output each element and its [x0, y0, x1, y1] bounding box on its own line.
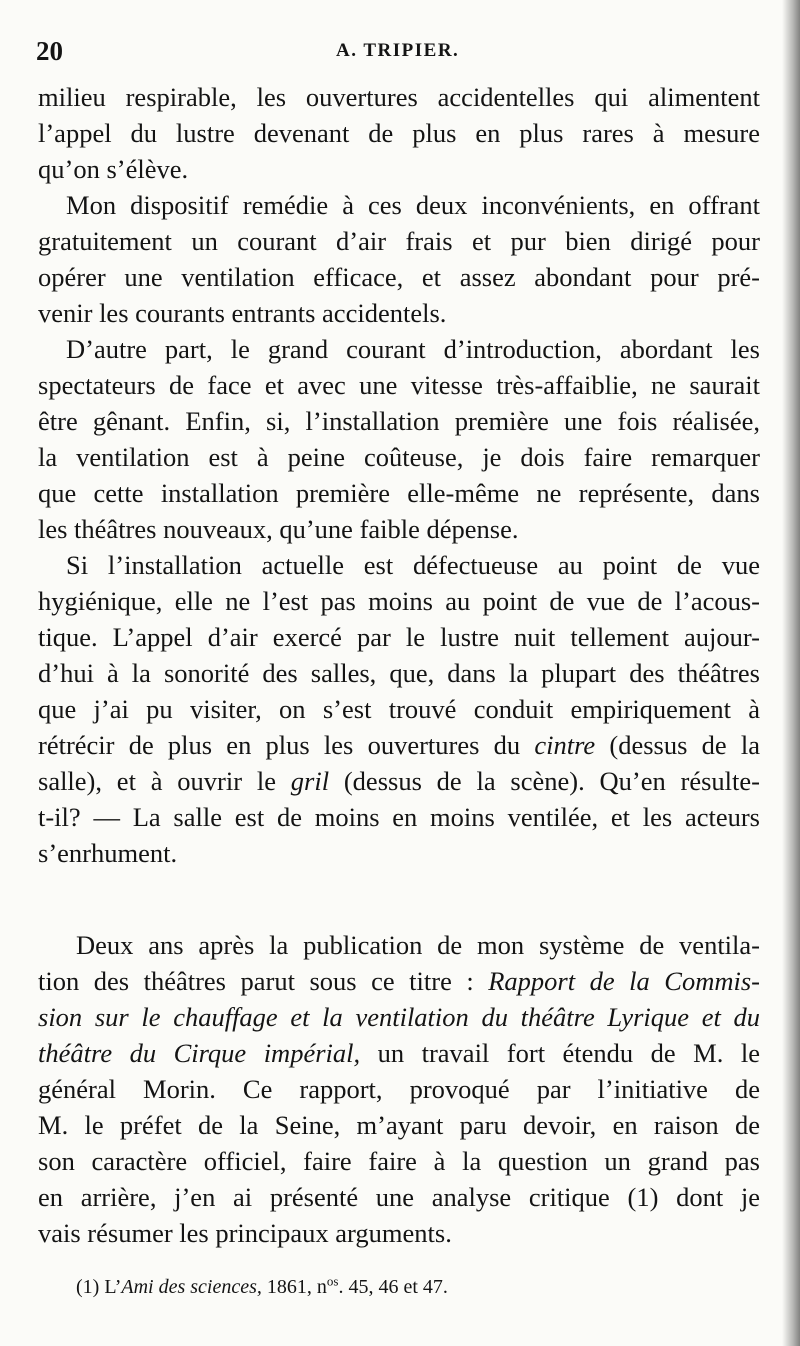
text-line: Mon dispositif remédie à ces deux inconvénients, en offrant — [66, 190, 760, 220]
text-line: D’autre part, le grand courant d’introduction, abordant les — [66, 334, 760, 364]
paragraph-block-2 — [38, 927, 760, 1251]
text-line: rétrécir de plus en plus les ouvertures du cintre (dessus de la — [38, 730, 760, 760]
italic-term: cintre — [534, 730, 596, 760]
text-line: s’enrhument. — [38, 838, 178, 868]
text-line: être gênant. Enfin, si, l’installation première une fois réalisée, — [38, 406, 760, 436]
footnote-numero-suffix: os — [326, 1273, 339, 1289]
footnote-year: 1861, — [266, 1276, 312, 1298]
text-line: d’hui à la sonorité des salles, que, dans la plupart des théâtres — [38, 658, 760, 688]
text-line: gratuitement un courant d’air frais et pur bien dirigé pour — [38, 226, 760, 256]
text-line: hygiénique, elle ne l’est pas moins au point de vue de l’acous- — [38, 586, 760, 616]
footnote-marker: (1) — [76, 1276, 100, 1298]
footnote-numbers: . 45, 46 et 47. — [338, 1276, 448, 1298]
text-line: son caractère officiel, faire faire à la question un grand pas — [38, 1146, 760, 1176]
text-line: salle), et à ouvrir le gril (dessus de la scène). Qu’en résulte- — [38, 766, 760, 796]
text-line: l’appel du lustre devenant de plus en plus rares à mesure — [38, 118, 760, 148]
text-line: spectateurs de face et avec une vitesse très-affaiblie, ne saurait — [38, 370, 760, 400]
text-line: t-il? — La salle est de moins en moins ventilée, et les acteurs — [38, 802, 760, 832]
italic-title: Rapport de la Commis- — [488, 966, 760, 996]
text-line: général Morin. Ce rapport, provoqué par l’initiative de — [38, 1074, 760, 1104]
text-line: Si l’installation actuelle est défectueuse au point de vue — [66, 550, 760, 580]
text-line: qu’on s’élève. — [38, 154, 189, 184]
running-head — [36, 36, 756, 72]
italic-title: sion sur le chauffage et la ventilation du théâtre Lyrique et du — [38, 1002, 760, 1032]
text-line: milieu respirable, les ouvertures accidentelles qui alimentent — [38, 82, 760, 112]
text-line: tique. L’appel d’air exercé par le lustre nuit tellement aujour- — [38, 622, 760, 652]
text-line: théâtre du Cirque impérial, un travail fort étendu de M. le — [38, 1038, 760, 1068]
text-line: opérer une ventilation efficace, et assez abondant pour pré- — [38, 262, 760, 292]
text-line: que cette installation première elle-même ne représente, dans — [38, 478, 760, 508]
italic-title: théâtre du Cirque impérial, — [38, 1038, 361, 1068]
footnote-numero-label: n — [316, 1276, 327, 1298]
text-line: venir les courants entrants accidentels. — [38, 298, 447, 328]
footnote-source-prefix: L’ — [104, 1276, 122, 1298]
text-line: tion des théâtres parut sous ce titre : Rapport de la Commis- — [38, 966, 760, 996]
page-edge-shadow — [782, 0, 800, 1346]
footnote-source-title: Ami des sciences, — [121, 1276, 262, 1298]
text-line: M. le préfet de la Seine, m’ayant paru devoir, en raison de — [38, 1110, 760, 1140]
page-number: 20 — [36, 36, 63, 66]
text-line: vais résumer les principaux arguments. — [38, 1218, 452, 1248]
text-line: la ventilation est à peine coûteuse, je dois faire remarquer — [38, 442, 760, 472]
footnote — [76, 1273, 448, 1299]
running-title: A. TRIPIER. — [336, 40, 460, 61]
text-line: les théâtres nouveaux, qu’une faible dépense. — [38, 514, 519, 544]
text-line: en arrière, j’en ai présenté une analyse critique (1) dont je — [38, 1182, 760, 1212]
text-line: Deux ans après la publication de mon système de ventila- — [76, 930, 760, 960]
paragraph-block-1 — [38, 79, 760, 871]
text-line: que j’ai pu visiter, on s’est trouvé conduit empiriquement à — [38, 694, 760, 724]
text-line — [38, 999, 760, 1035]
italic-term: gril — [290, 766, 330, 796]
